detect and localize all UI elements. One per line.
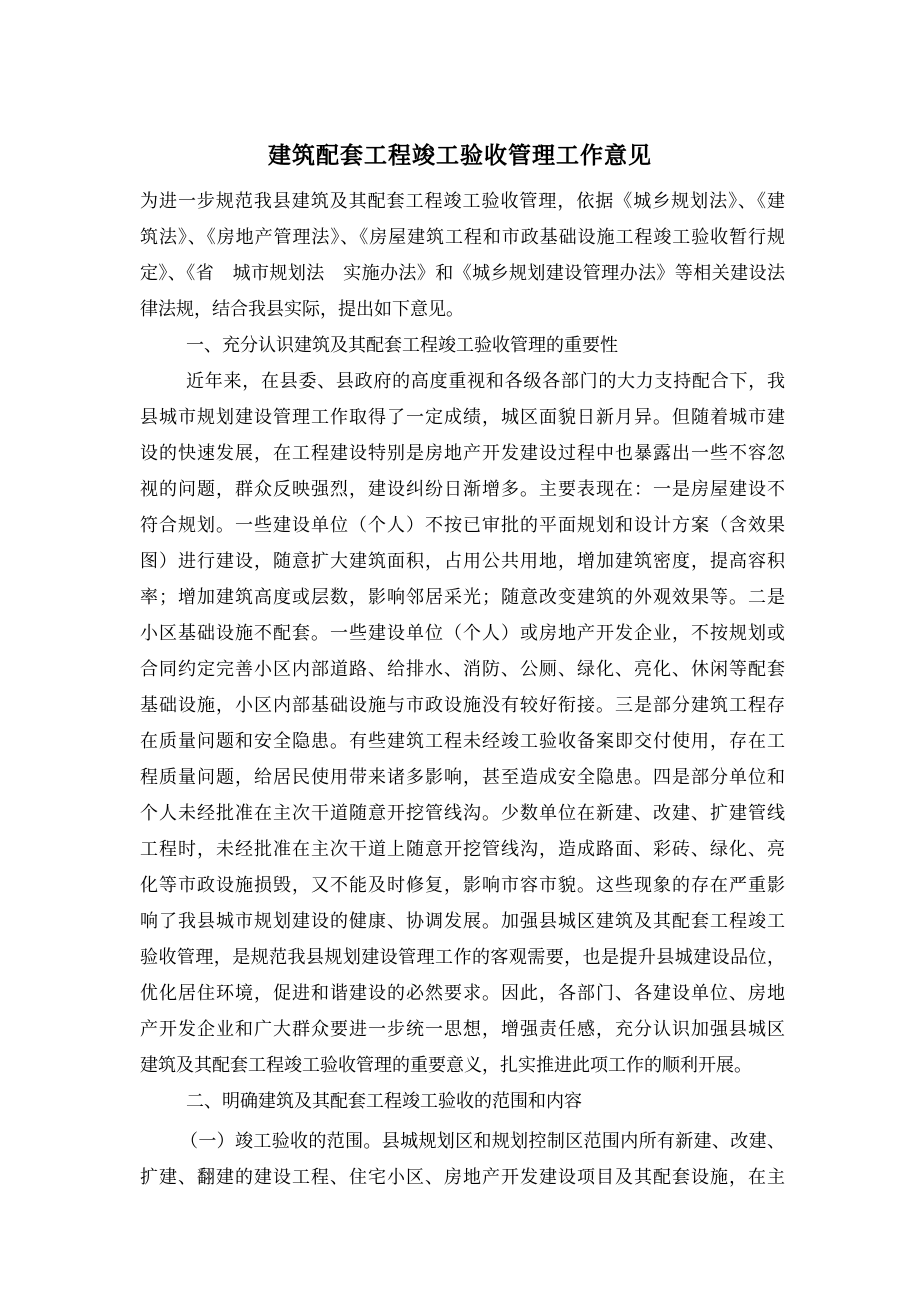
section1-line-1: 近年来，在县委、县政府的高度重视和各级各部门的大力支持配合下，我 [186, 371, 785, 392]
section1-line-10: 基础设施，小区内部基础设施与市政设施没有较好衔接。三是部分建筑工程存 [140, 695, 785, 716]
document-title: 建筑配套工程竣工验收管理工作意见 [268, 142, 652, 169]
section1-line-18: 优化居住环境，促进和谐建设的必然要求。因此，各部门、各建设单位、房地 [140, 983, 785, 1004]
section1-line-6: 图）进行建设，随意扩大建筑面积，占用公共用地，增加建筑密度，提高容积 [140, 551, 785, 572]
section1-line-8: 小区基础设施不配套。一些建设单位（个人）或房地产开发企业，不按规划或 [140, 623, 785, 644]
section2-heading: 二、明确建筑及其配套工程竣工验收的范围和内容 [186, 1091, 582, 1112]
section1-line-7: 率；增加建筑高度或层数，影响邻居采光；随意改变建筑的外观效果等。二是 [140, 587, 785, 608]
section1-line-2: 县城市规划建设管理工作取得了一定成绩，城区面貌日新月异。但随着城市建 [140, 407, 785, 428]
section1-heading: 一、充分认识建筑及其配套工程竣工验收管理的重要性 [186, 335, 618, 356]
intro-line-2: 筑法》、《房地产管理法》、《房屋建筑工程和市政基础设施工程竣工验收暂行规 [140, 227, 785, 248]
section1-line-15: 化等市政设施损毁，又不能及时修复，影响市容市貌。这些现象的存在严重影 [140, 875, 785, 896]
section1-line-11: 在质量问题和安全隐患。有些建筑工程未经竣工验收备案即交付使用，存在工 [140, 731, 785, 752]
section1-line-9: 合同约定完善小区内部道路、给排水、消防、公厕、绿化、亮化、休闲等配套 [140, 659, 785, 680]
section1-line-12: 程质量问题，给居民使用带来诸多影响，甚至造成安全隐患。四是部分单位和 [140, 767, 785, 788]
section2-line-2: 扩建、翻建的建设工程、住宅小区、房地产开发建设项目及其配套设施，在主 [140, 1167, 785, 1188]
section1-line-4: 视的问题，群众反映强烈，建设纠纷日渐增多。主要表现在：一是房屋建设不 [140, 479, 785, 500]
section1-line-16: 响了我县城市规划建设的健康、协调发展。加强县城区建筑及其配套工程竣工 [140, 911, 785, 932]
section1-line-5: 符合规划。一些建设单位（个人）不按已审批的平面规划和设计方案（含效果 [140, 515, 785, 536]
section1-line-14: 工程时，未经批准在主次干道上随意开挖管线沟，造成路面、彩砖、绿化、亮 [140, 839, 785, 860]
section1-line-3: 设的快速发展，在工程建设特别是房地产开发建设过程中也暴露出一些不容忽 [140, 443, 785, 464]
section1-line-13: 个人未经批准在主次干道随意开挖管线沟。少数单位在新建、改建、扩建管线 [140, 803, 785, 824]
section1-line-17: 验收管理，是规范我县规划建设管理工作的客观需要，也是提升县城建设品位， [140, 947, 785, 968]
section1-line-20: 建筑及其配套工程竣工验收管理的重要意义，扎实推进此项工作的顺利开展。 [140, 1055, 752, 1076]
section2-line-1: （一）竣工验收的范围。县城规划区和规划控制区范围内所有新建、改建、 [180, 1131, 785, 1152]
intro-line-1: 为进一步规范我县建筑及其配套工程竣工验收管理，依据《城乡规划法》、《建 [140, 191, 785, 212]
section1-line-19: 产开发企业和广大群众要进一步统一思想，增强责任感，充分认识加强县城区 [140, 1019, 785, 1040]
intro-line-4: 律法规，结合我县实际，提出如下意见。 [140, 299, 464, 320]
intro-line-3: 定》、《省 城市规划法 实施办法》和《城乡规划建设管理办法》等相关建设法 [140, 263, 785, 284]
